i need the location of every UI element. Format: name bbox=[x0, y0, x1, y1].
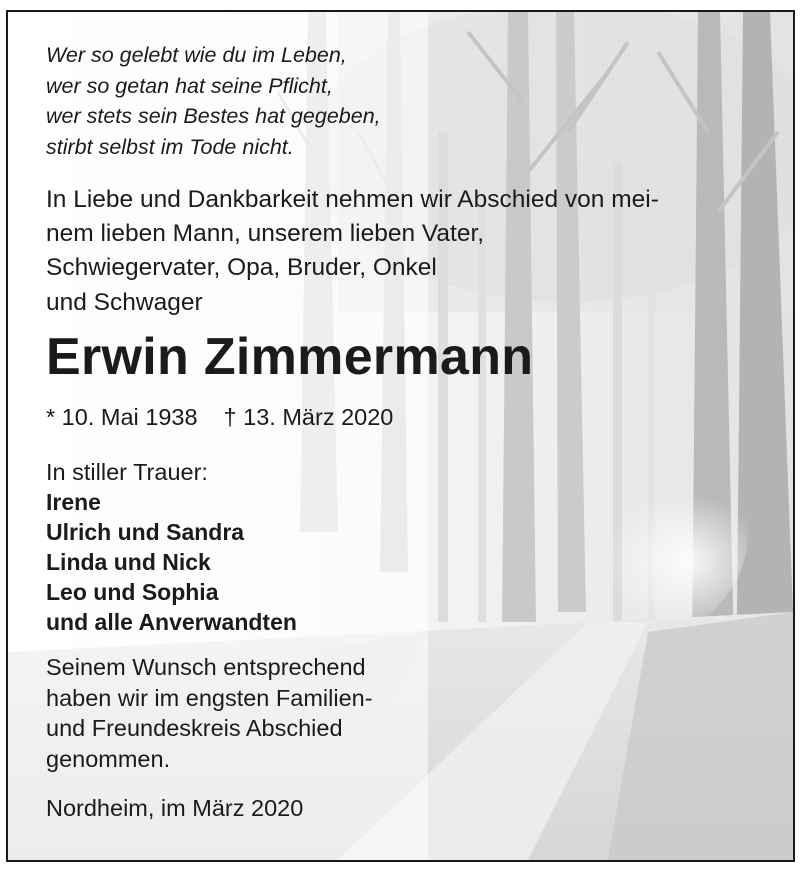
poem-line: Wer so gelebt wie du im Leben, bbox=[46, 43, 347, 67]
intro-line: Schwiegervater, Opa, Bruder, Onkel bbox=[46, 254, 437, 282]
deceased-name: Erwin Zimmermann bbox=[46, 328, 534, 386]
poem-line: wer so getan hat seine Pflicht, bbox=[46, 73, 333, 98]
death-date: † 13. März 2020 bbox=[223, 404, 394, 430]
place-and-date: Nordheim, im März 2020 bbox=[46, 795, 304, 821]
mourner-item: Leo und Sophia bbox=[46, 579, 219, 605]
wish-line: genommen. bbox=[46, 745, 171, 772]
birth-date: * 10. Mai 1938 bbox=[46, 404, 198, 430]
mourner-item: Irene bbox=[46, 489, 101, 515]
mourner-item: und alle Anverwandten bbox=[46, 609, 297, 635]
mourner-item: Linda und Nick bbox=[46, 549, 211, 575]
mourning-label: In stiller Trauer: bbox=[46, 459, 208, 485]
wish-line: haben wir im engsten Familien- bbox=[46, 684, 373, 711]
mourners-list bbox=[46, 487, 297, 637]
mourner-item: Ulrich und Sandra bbox=[46, 519, 245, 545]
poem-verse bbox=[46, 40, 381, 162]
poem-line: stirbt selbst im Tode nicht. bbox=[46, 134, 294, 159]
intro-line: und Schwager bbox=[46, 288, 203, 316]
intro-line: nem lieben Mann, unserem lieben Vater, bbox=[46, 220, 485, 248]
poem-line: wer stets sein Bestes hat gegeben, bbox=[46, 104, 381, 128]
farewell-intro bbox=[46, 183, 659, 320]
intro-line: In Liebe und Dankbarkeit nehmen wir Abschied von mei- bbox=[46, 186, 659, 213]
wish-statement bbox=[46, 652, 373, 774]
obituary-notice bbox=[6, 10, 795, 862]
wish-line: Seinem Wunsch entsprechend bbox=[46, 654, 366, 680]
life-dates bbox=[46, 400, 393, 434]
wish-line: und Freundeskreis Abschied bbox=[46, 715, 343, 741]
